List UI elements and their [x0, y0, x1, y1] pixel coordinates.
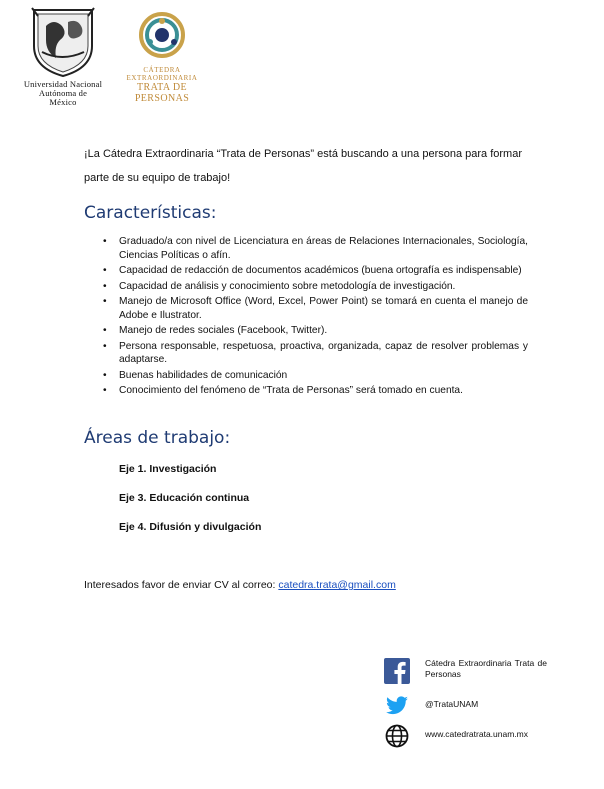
catedra-name-line2: TRATA DE PERSONAS — [134, 82, 190, 104]
facebook-label: Cátedra Extraordinaria Trata de Personas — [425, 658, 547, 679]
twitter-label: @TrataUNAM — [425, 699, 479, 709]
list-item: • Conocimiento del fenómeno de “Trata de Personas” será tomado en cuenta. — [103, 384, 528, 398]
catedra-emblem-icon — [139, 12, 185, 58]
list-item: • Manejo de Microsoft Office (Word, Excel, Power Point) se tomará en cuenta el manejo de Adobe e Ilustrator. — [103, 295, 528, 322]
caracteristicas-heading: Características: — [84, 203, 217, 223]
catedra-logo — [110, 12, 214, 104]
twitter-row — [384, 693, 564, 719]
unam-shield-icon — [28, 6, 98, 78]
intro-paragraph: ¡La Cátedra Extraordinaria “Trata de Personas” está buscando a una persona para formar parte de su equipo de trabajo! — [84, 148, 522, 184]
list-item: • Buenas habilidades de comunicación — [103, 369, 528, 383]
contact-line — [84, 579, 396, 591]
globe-icon[interactable] — [384, 723, 410, 749]
areas-heading: Áreas de trabajo: — [84, 428, 231, 448]
web-label[interactable]: www.catedratrata.unam.mx — [425, 729, 528, 739]
area-item: Eje 3. Educación continua — [119, 492, 250, 504]
contact-text: Interesados favor de enviar CV al correo: — [84, 579, 279, 591]
web-row — [384, 723, 564, 749]
unam-name: Universidad Nacional Autónoma de México — [23, 79, 103, 107]
area-item: Eje 1. Investigación — [119, 463, 217, 475]
list-item: • Capacidad de redacción de documentos académicos (buena ortografía es indispensable) — [103, 264, 528, 278]
unam-logo — [18, 6, 108, 114]
list-item: • Capacidad de análisis y conocimiento sobre metodología de investigación. — [103, 280, 528, 294]
area-item: Eje 4. Difusión y divulgación — [119, 521, 262, 533]
catedra-name-line1: CÁTEDRA EXTRAORDINARIA — [126, 66, 198, 82]
list-item: • Persona responsable, respetuosa, proactiva, organizada, capaz de resolver problemas y adaptarse. — [103, 340, 528, 367]
caracteristicas-list — [103, 235, 528, 400]
facebook-icon[interactable] — [384, 658, 410, 684]
list-item: • Manejo de redes sociales (Facebook, Twitter). — [103, 324, 528, 338]
list-item: • Graduado/a con nivel de Licenciatura en áreas de Relaciones Internacionales, Sociología, Ciencias Políticas o afín. — [103, 235, 528, 262]
facebook-row — [384, 658, 564, 684]
contact-email-link[interactable]: catedra.trata@gmail.com — [278, 579, 396, 591]
twitter-icon[interactable] — [384, 693, 410, 719]
